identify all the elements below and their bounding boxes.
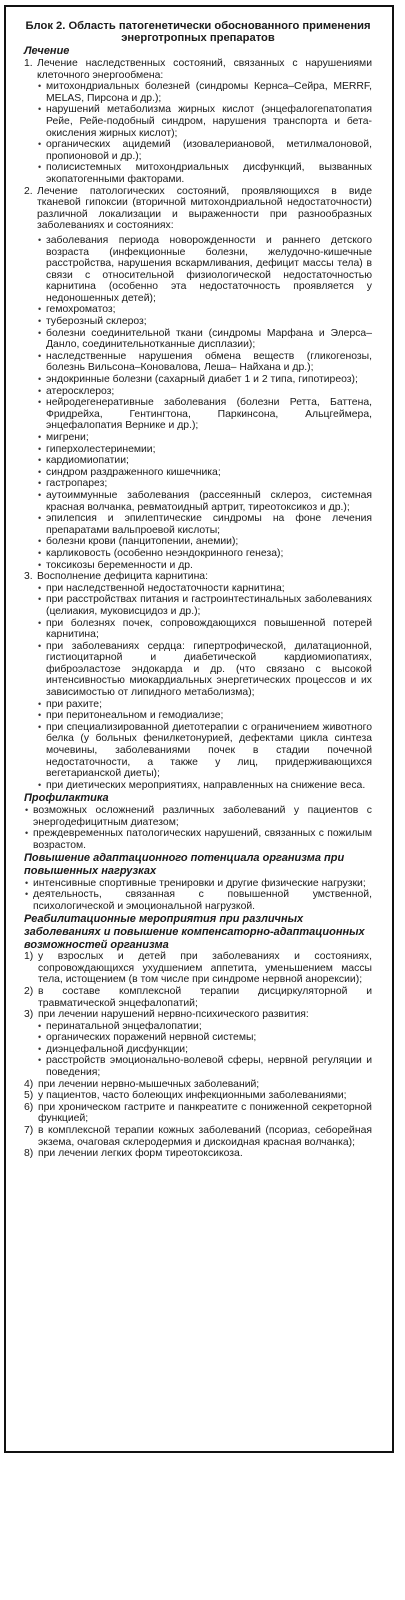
list-item: • аутоиммунные заболевания (рассеянный склероз, системная красная волчанка, ревматоидный артрит, тиреотоксикоз и др.); <box>37 490 372 513</box>
list-item: • токсикозы беременности и др. <box>37 560 372 572</box>
list-item: • при болезнях почек, сопровождающихся повышенной потерей карнитина; <box>37 618 372 641</box>
list-item: • органических ацидемий (изовалериановой, метилмалоновой, пропионовой и др.); <box>37 139 372 162</box>
list-item: • органических поражений нервной системы; <box>37 1032 372 1044</box>
list-item: • синдром раздраженного кишечника; <box>37 467 372 479</box>
point-item-3 <box>24 1009 372 1021</box>
point-item-8 <box>24 1148 372 1160</box>
point-number: 4) <box>24 1078 34 1090</box>
list-item: • при перитонеальном и гемодиализе; <box>37 710 372 722</box>
list-item: • диэнцефальной дисфункции; <box>37 1044 372 1056</box>
info-block <box>4 5 394 1453</box>
point-number: 2) <box>24 985 34 997</box>
point-text: при лечении нервно-мышечных заболеваний; <box>38 1078 260 1090</box>
point-text: при лечении легких форм тиреотоксикоза. <box>38 1148 243 1160</box>
point-text: при лечении нарушений нервно-психического развития: <box>38 1009 309 1021</box>
list-item: • митохондриальных болезней (синдромы Кернса–Сейра, MERRF, MELAS, Пирсона и др.); <box>37 81 372 104</box>
point-item-4 <box>24 1079 372 1091</box>
numbered-item-1 <box>24 58 372 81</box>
point-text: в составе комплексной терапии дисциркуляторной и травматической энцефалопатий; <box>38 985 372 1009</box>
point-item-1 <box>24 951 372 986</box>
item-number: 1. <box>24 58 33 69</box>
point-number: 1) <box>24 951 34 963</box>
point-item-2 <box>24 986 372 1009</box>
item-number: 2. <box>24 185 33 197</box>
list-item: • туберозный склероз; <box>37 316 372 328</box>
list-item: • гемохроматоз; <box>37 304 372 316</box>
list-item: • болезни соединительной ткани (синдромы Марфана и Элерса–Данло, соединительнотканные дисплазии); <box>37 328 372 351</box>
point-item-6 <box>24 1102 372 1125</box>
point-number: 5) <box>24 1090 34 1102</box>
list-item: • кардиомиопатии; <box>37 455 372 467</box>
item-text: Лечение патологических состояний, проявляющихся в виде тканевой гипоксии (вторичной митохондриальной недостаточности) различной локализации и выраженности при разнообразных заболеваниях и состояниях: <box>37 185 372 232</box>
list-item: • эпилепсия и эпилептические синдромы на фоне лечения препаратами вальпроевой кислоты; <box>37 513 372 536</box>
list-item: • перинатальной энцефалопатии; <box>37 1021 372 1033</box>
section-heading-treatment: Лечение <box>24 45 70 58</box>
list-item: • при расстройствах питания и гастроинтестинальных заболеваниях (целиакия, муковисцидоз и др.); <box>37 594 372 617</box>
section-heading-adaptation: Повышение адаптационного потенциала организма при повышенных нагрузках <box>24 852 345 877</box>
list-item: • эндокринные болезни (сахарный диабет 1 и 2 типа, гипотиреоз); <box>37 374 372 386</box>
point-number: 6) <box>24 1101 34 1113</box>
list-item: • болезни крови (панцитопении, анемии); <box>37 536 372 548</box>
point-item-5 <box>24 1090 372 1102</box>
list-item: • преждевременных патологических нарушений, связанных с пожилым возрастом. <box>24 828 372 851</box>
point-text: у пациентов, часто болеющих инфекционными заболеваниями; <box>38 1090 347 1102</box>
numbered-item-3 <box>24 571 372 583</box>
list-item: • наследственные нарушения обмена веществ (гликогенозы, болезнь Вильсона–Коновалова, Леша– Найхана и др.); <box>37 351 372 374</box>
point-text: у взрослых и детей при заболеваниях и состояниях, сопровождающихся ухудшением аппетита, уменьшением массы тела, истощением (в том числе при синдроме нервной анорексии); <box>38 951 372 986</box>
item-number: 3. <box>24 571 33 583</box>
list-item: • гастропарез; <box>37 478 372 490</box>
list-item: • при наследственной недостаточности карнитина; <box>37 583 372 595</box>
point-number: 7) <box>24 1125 34 1137</box>
point-text: при хроническом гастрите и панкреатите с пониженной секреторной функцией; <box>38 1101 372 1125</box>
list-item: • при диетических мероприятиях, направленных на снижение веса. <box>37 780 372 792</box>
list-item: • нарушений метаболизма жирных кислот (энцефалогепатопатия Рейе, Рейе-подобный синдром, нарушения транспорта и бета-окисления жирных кислот); <box>37 104 372 139</box>
point-number: 8) <box>24 1148 34 1160</box>
list-item: • интенсивные спортивные тренировки и другие физические нагрузки; <box>24 878 372 890</box>
item-text: Лечение наследственных состояний, связанных с нарушениями клеточного энергообмена: <box>37 58 372 81</box>
block-title: Блок 2. Область патогенетически обоснованного применения энерготропных препаратов <box>25 20 371 45</box>
section-heading-rehabilitation: Реабилитационные мероприятия при различных заболеваниях и повышение компенсаторно-адаптационных возможностей организма <box>24 913 365 951</box>
list-item: • деятельность, связанная с повышенной умственной, психологической и эмоциональной нагрузкой. <box>24 889 372 912</box>
list-item: • возможных осложнений различных заболеваний у пациентов с энергодефицитным диатезом; <box>24 805 372 828</box>
list-item: • при заболеваниях сердца: гипертрофической, дилатационной, гистиоцитарной и диабетической кардиомиопатиях, фиброэластозе эндокарда и др. (что связано с высокой интенсивностью миокардиальных энергетических процессов и их зависимостью от липидного метаболизма); <box>37 641 372 699</box>
point-item-7 <box>24 1125 372 1148</box>
list-item: • гиперхолестеринемии; <box>37 444 372 456</box>
list-item: • нейродегенеративные заболевания (болезни Ретта, Баттена, Фридрейха, Гентингтона, Паркинсона, Альцгеймера, энцефалопатия Вернике и др.); <box>37 397 372 432</box>
list-item: • атеросклероз; <box>37 386 372 398</box>
list-item: • расстройств эмоционально-волевой сферы, нервной регуляции и поведения; <box>37 1055 372 1078</box>
point-text: в комплексной терапии кожных заболеваний (псориаз, себорейная экзема, очаговая склеродермия и дискоидная красная волчанка); <box>38 1125 372 1148</box>
numbered-item-2 <box>24 186 372 232</box>
point-number: 3) <box>24 1009 34 1021</box>
list-item: • карликовость (особенно неэндокринного генеза); <box>37 548 372 560</box>
section-heading-prevention: Профилактика <box>24 792 109 805</box>
item-text: Восполнение дефицита карнитина: <box>37 571 208 583</box>
list-item: • полисистемных митохондриальных дисфункций, вызванных экопатогенными факторами. <box>37 162 372 185</box>
list-item: • при специализированной диетотерапии с ограничением животного белка (у больных фенилкетонурией, дефектами цикла синтеза мочевины, заболеваниями почек в стадии почечной недостаточности, а также у лиц, придерживающихся вегетарианской диеты); <box>37 722 372 780</box>
list-item: • заболевания периода новорожденности и раннего детского возраста (инфекционные болезни, желудочно-кишечные расстройства, нарушения вскармливания, дефицит массы тела) в связи с относительной физиологической недостаточностью карнитина (особенно эта недостаточность проявляется у недоношенных детей); <box>37 235 372 305</box>
list-item: • при рахите; <box>37 699 372 711</box>
list-item: • мигрени; <box>37 432 372 444</box>
